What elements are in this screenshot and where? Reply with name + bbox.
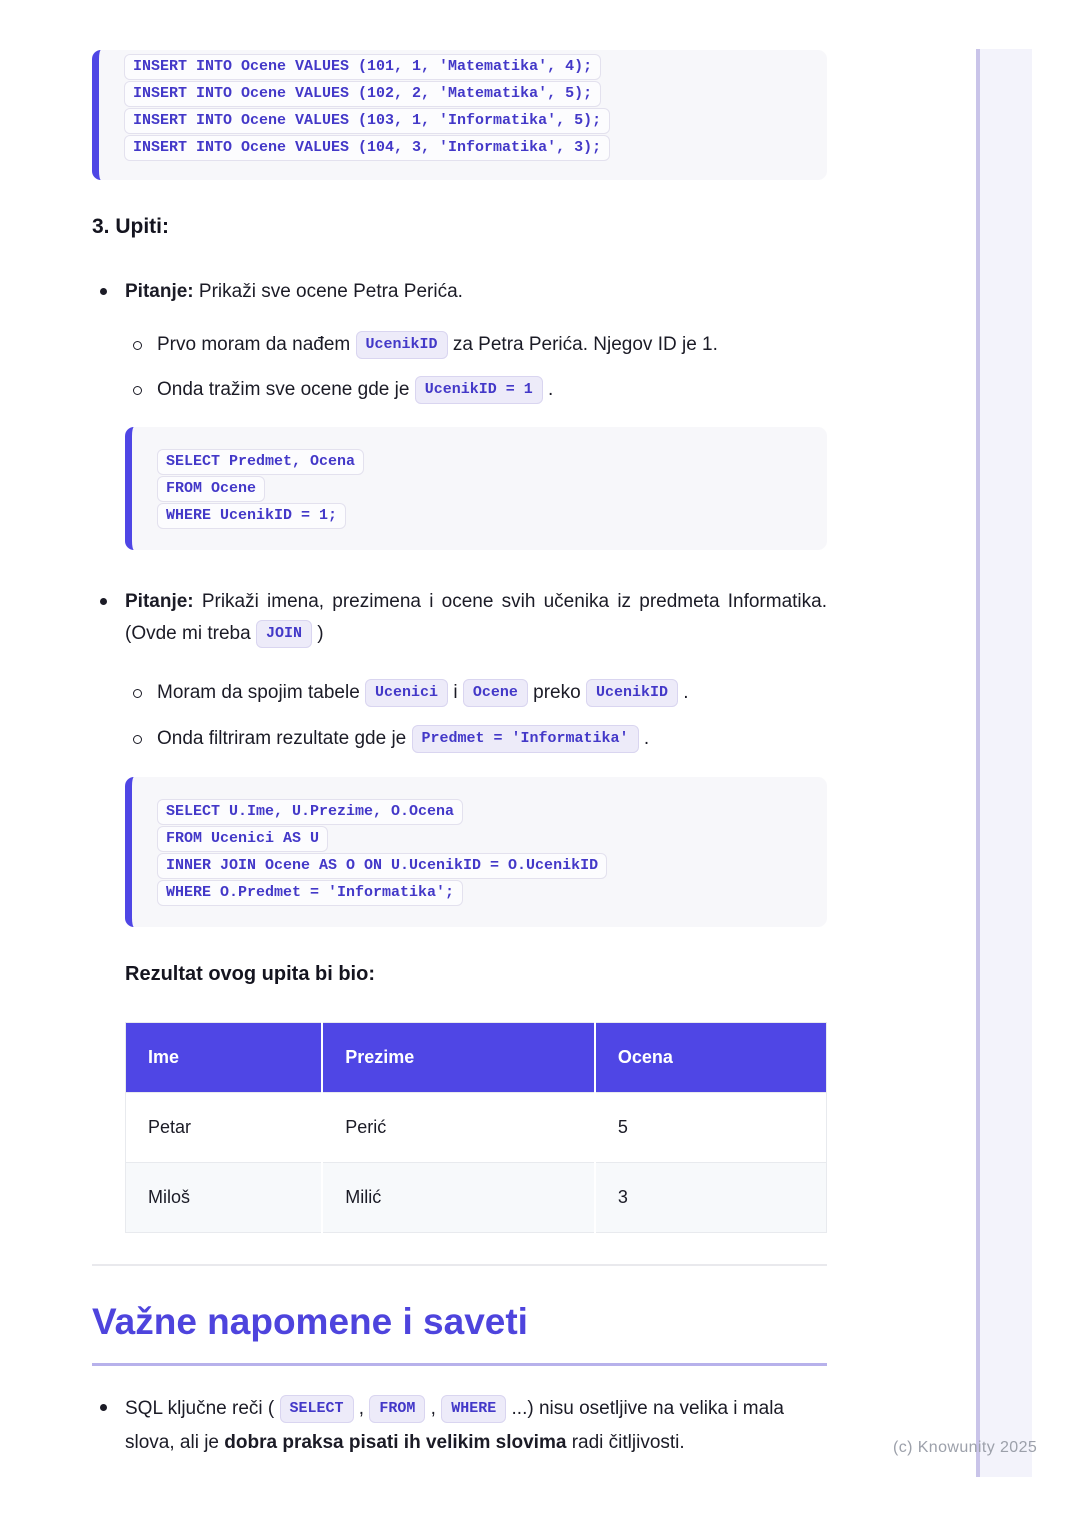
page-content xyxy=(92,0,827,1460)
bullet-icon xyxy=(92,276,125,295)
code-line xyxy=(157,853,811,880)
sub-bullet-icon xyxy=(133,328,157,350)
text-fragment: Onda tražim sve ocene gde je xyxy=(157,379,415,400)
table-cell: Milić xyxy=(322,1163,595,1233)
code-line xyxy=(157,449,811,476)
table-cell: 3 xyxy=(595,1163,827,1233)
text-fragment: preko xyxy=(527,682,586,703)
text-fragment: . xyxy=(542,379,554,400)
inline-code-select: SELECT xyxy=(280,1395,354,1423)
code-line xyxy=(124,54,811,81)
inline-code-ucenikid: UcenikID xyxy=(356,331,448,359)
text-fragment: Onda filtriram rezultate gde je xyxy=(157,728,412,749)
text-fragment: za Petra Perića. Njegov ID je 1. xyxy=(447,334,718,355)
sub-item-1-1 xyxy=(133,328,827,362)
code-text: INSERT INTO Ocene VALUES (102, 2, 'Matematika', 5); xyxy=(124,81,601,107)
code-line xyxy=(124,108,811,135)
text-fragment: ...) nisu osetljive na velika i mala slova, ali je xyxy=(125,1398,784,1453)
inline-code-predmet-informatika: Predmet = 'Informatika' xyxy=(412,725,639,753)
table-header-ime: Ime xyxy=(126,1023,323,1093)
code-text: WHERE UcenikID = 1; xyxy=(157,503,346,529)
table-cell: Perić xyxy=(322,1093,595,1163)
sub-item-1-2 xyxy=(133,373,827,407)
code-text: INSERT INTO Ocene VALUES (103, 1, 'Informatika', 5); xyxy=(124,108,610,134)
table-row xyxy=(126,1093,827,1163)
sub-item-2-2 xyxy=(133,722,827,756)
table-row xyxy=(126,1163,827,1233)
note-bold-text: dobra praksa pisati ih velikim slovima xyxy=(224,1432,567,1453)
inline-code-ucenikid: UcenikID xyxy=(586,679,678,707)
sub-item-2-1 xyxy=(133,676,827,710)
bullet-icon xyxy=(92,1392,125,1411)
table-header-row xyxy=(126,1023,827,1093)
code-line xyxy=(157,880,811,907)
code-text: INSERT INTO Ocene VALUES (101, 1, 'Matematika', 4); xyxy=(124,54,601,80)
section-heading-upiti: 3. Upiti: xyxy=(92,215,169,238)
sub-item-text xyxy=(157,676,827,710)
text-fragment: radi čitljivosti. xyxy=(566,1432,685,1453)
result-label: Rezultat ovog upita bi bio: xyxy=(125,963,375,985)
code-block-join xyxy=(125,777,827,927)
inline-code-from: FROM xyxy=(369,1395,425,1423)
list-item-note-1 xyxy=(92,1392,827,1460)
sub-item-text xyxy=(157,373,827,407)
code-text: FROM Ucenici AS U xyxy=(157,826,328,852)
code-line xyxy=(124,135,811,162)
bullet-icon xyxy=(92,586,125,605)
inline-code-ucenici: Ucenici xyxy=(365,679,448,707)
code-block-select xyxy=(125,427,827,550)
sub-bullet-icon xyxy=(133,722,157,744)
code-text: SELECT Predmet, Ocena xyxy=(157,449,364,475)
text-fragment: SQL ključne reči ( xyxy=(125,1398,280,1419)
text-fragment: . xyxy=(638,728,650,749)
text-fragment: . xyxy=(677,682,689,703)
question-1-text xyxy=(125,276,827,308)
table-header-ocena: Ocena xyxy=(595,1023,827,1093)
text-fragment: Prvo moram da nađem xyxy=(157,334,356,355)
code-text: FROM Ocene xyxy=(157,476,265,502)
text-fragment: i xyxy=(448,682,463,703)
text-fragment: Moram da spojim tabele xyxy=(157,682,366,703)
next-page-edge xyxy=(976,49,1032,1477)
code-line xyxy=(157,799,811,826)
page-heading-napomene: Važne napomene i saveti xyxy=(92,1300,827,1366)
inline-code-where: WHERE xyxy=(441,1395,506,1423)
question-label: Pitanje: xyxy=(125,591,194,612)
code-line xyxy=(157,476,811,503)
code-line xyxy=(157,826,811,853)
code-text: SELECT U.Ime, U.Prezime, O.Ocena xyxy=(157,799,463,825)
code-text: WHERE O.Predmet = 'Informatika'; xyxy=(157,880,463,906)
question-label: Pitanje: xyxy=(125,281,194,302)
table-cell: Petar xyxy=(126,1093,323,1163)
table-cell: 5 xyxy=(595,1093,827,1163)
code-block-insert xyxy=(92,50,827,180)
inline-code-join: JOIN xyxy=(256,620,312,648)
code-line xyxy=(124,81,811,108)
question-body: Prikaži imena, prezimena i ocene svih učenika iz predmeta Informatika. (Ovde mi treba xyxy=(125,591,827,644)
text-fragment: ) xyxy=(311,623,324,644)
question-2-text xyxy=(125,586,827,650)
result-table xyxy=(125,1022,827,1233)
sub-bullet-icon xyxy=(133,373,157,395)
watermark: (c) Knowunity 2025 xyxy=(893,1439,1038,1456)
table-cell: Miloš xyxy=(126,1163,323,1233)
inline-code-ucenikid-1: UcenikID = 1 xyxy=(415,376,543,404)
text-fragment: , xyxy=(425,1398,442,1419)
list-item-question-2 xyxy=(92,586,827,650)
sub-item-text xyxy=(157,722,827,756)
code-text: INSERT INTO Ocene VALUES (104, 3, 'Informatika', 3); xyxy=(124,135,610,161)
inline-code-ocene: Ocene xyxy=(463,679,528,707)
sub-bullet-icon xyxy=(133,676,157,698)
text-fragment: , xyxy=(353,1398,370,1419)
list-item-question-1 xyxy=(92,276,827,308)
table-header-prezime: Prezime xyxy=(322,1023,595,1093)
question-body: Prikaži sve ocene Petra Perića. xyxy=(193,281,463,302)
code-line xyxy=(157,503,811,530)
code-text: INNER JOIN Ocene AS O ON U.UcenikID = O.UcenikID xyxy=(157,853,607,879)
note-text xyxy=(125,1392,827,1460)
sub-item-text xyxy=(157,328,827,362)
section-divider xyxy=(92,1264,827,1266)
